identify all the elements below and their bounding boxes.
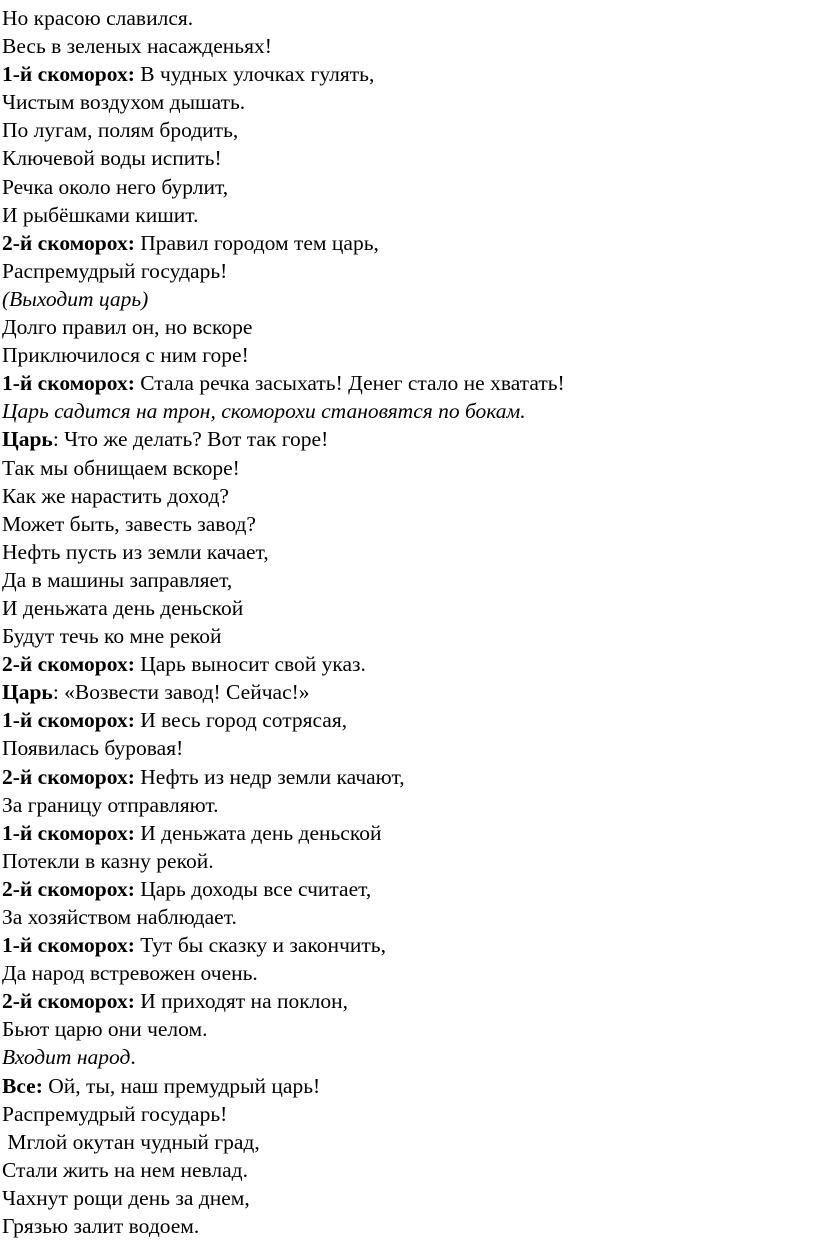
text-line [2,678,816,706]
speaker-label: 1-й скоморох: [2,933,135,958]
verse-text: Чахнут рощи день за днем, [2,1185,250,1210]
text-line [2,650,816,678]
speaker-label: 2-й скоморох: [2,876,135,901]
stage-direction: Входит народ [2,1045,131,1070]
verse-text: Бьют царю они челом. [2,1017,208,1042]
stage-direction: (Выходит царь) [2,286,149,311]
text-line [2,847,816,875]
verse-text: Царь выносит свой указ. [134,652,366,677]
text-line [2,1043,816,1071]
verse-text: Мглой окутан чудный град, [2,1129,260,1154]
speaker-label: Царь [2,427,53,452]
text-line [2,1184,816,1212]
text-line [2,1156,816,1184]
speaker-label: 1-й скоморох: [2,62,135,87]
text-line [2,987,816,1015]
speaker-label: Все: [2,1073,43,1098]
verse-text: Стала речка засыхать! Денег стало не хватать! [134,371,565,396]
text-line [2,88,816,116]
verse-text: Может быть, завесть завод? [2,511,256,536]
verse-text: Будут течь ко мне рекой [2,624,222,649]
speaker-label: 2-й скоморох: [2,230,135,255]
speaker-label: 1-й скоморох: [2,371,135,396]
verse-text: Потекли в казну рекой. [2,848,214,873]
verse-text: Нефть пусть из земли качает, [2,539,269,564]
verse-text: Тут бы сказку и закончить, [134,933,386,958]
text-line [2,341,816,369]
verse-text: Да в машины заправляет, [2,567,233,592]
speaker-label: 1-й скоморох: [2,820,135,845]
text-line [2,734,816,762]
text-line [2,538,816,566]
text-line [2,622,816,650]
verse-text: Стали жить на нем невлад. [2,1157,248,1182]
speaker-label: 2-й скоморох: [2,764,135,789]
text-line [2,369,816,397]
text-line [2,229,816,257]
text-line [2,931,816,959]
verse-text: Царь доходы все считает, [134,876,372,901]
text-line [2,1212,816,1240]
text-line [2,201,816,229]
verse-text: По лугам, полям бродить, [2,118,239,143]
verse-text: Появилась буровая! [2,736,184,761]
text-line [2,425,816,453]
text-line [2,397,816,425]
text-line [2,1100,816,1128]
text-line [2,903,816,931]
verse-text: В чудных улочках гулять, [134,62,375,87]
text-line [2,173,816,201]
verse-text: За границу отправляют. [2,792,219,817]
verse-text: Чистым воздухом дышать. [2,90,246,115]
verse-text: Но красою славился. [2,6,194,30]
text-line [2,594,816,622]
text-line [2,566,816,594]
text-line [2,144,816,172]
text-line [2,1128,816,1156]
verse-text: И рыбёшками кишит. [2,202,199,227]
text-line [2,706,816,734]
text-line [2,4,816,32]
verse-text: Распремудрый государь! [2,1101,228,1126]
speaker-label: Царь [2,680,53,705]
verse-text: : «Возвести завод! Сейчас!» [52,680,310,705]
verse-text: Как же нарастить доход? [2,483,229,508]
verse-text: Долго правил он, но вскоре [2,315,253,340]
text-line [2,1015,816,1043]
text-line [2,875,816,903]
verse-text: Так мы обнищаем вскоре! [2,455,240,480]
speaker-label: 2-й скоморох: [2,989,135,1014]
text-line [2,510,816,538]
verse-text: Правил городом тем царь, [134,230,379,255]
text-line [2,285,816,313]
text-line [2,313,816,341]
speaker-label: 1-й скоморох: [2,708,135,733]
text-line [2,60,816,88]
verse-text: Грязью залит водоем. [2,1214,200,1239]
speaker-label: 2-й скоморох: [2,652,135,677]
text-line [2,482,816,510]
verse-text: Речка около него бурлит, [2,174,229,199]
text-line [2,819,816,847]
verse-text: И весь город сотрясая, [134,708,348,733]
verse-text: Ой, ты, наш премудрый царь! [42,1073,321,1098]
verse-text: Распремудрый государь! [2,258,228,283]
verse-text: И деньжата день деньской [134,820,382,845]
verse-text: : Что же делать? Вот так горе! [52,427,329,452]
verse-text: . [130,1045,136,1070]
verse-text: Весь в зеленых насажденьях! [2,34,272,59]
verse-text: Нефть из недр земли качают, [134,764,405,789]
text-line [2,454,816,482]
verse-text: И приходят на поклон, [134,989,349,1014]
verse-text: И деньжата день деньской [2,595,244,620]
verse-text: Да народ встревожен очень. [2,961,258,986]
stage-direction: Царь садится на трон, скоморохи становятся по бокам. [2,399,526,424]
verse-text: Ключевой воды испить! [2,146,222,171]
text-line [2,32,816,60]
text-line [2,116,816,144]
text-line [2,791,816,819]
verse-text: За хозяйством наблюдает. [2,905,237,929]
text-line [2,1072,816,1100]
text-line [2,257,816,285]
text-line [2,959,816,987]
text-line [2,763,816,791]
verse-text: Приключилося с ним горе! [2,343,249,368]
